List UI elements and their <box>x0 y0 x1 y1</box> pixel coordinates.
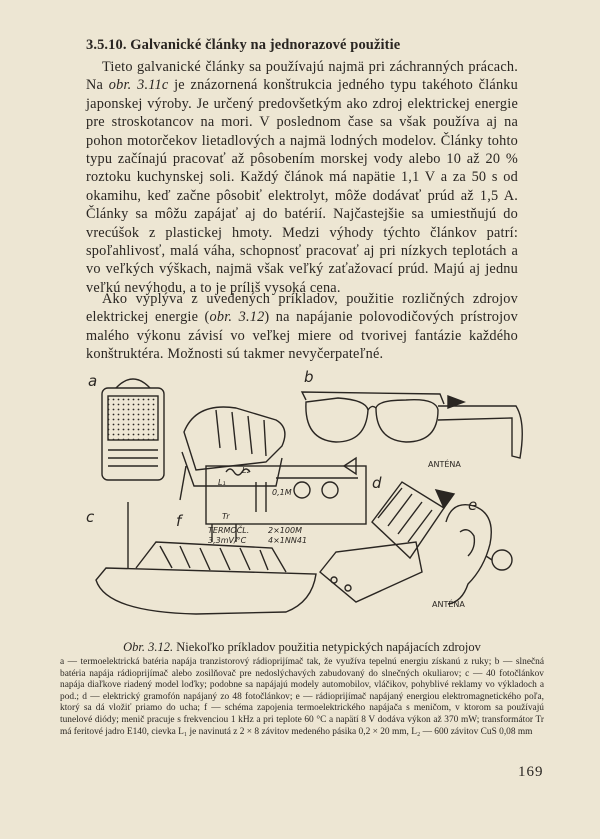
label-e: e <box>468 496 478 514</box>
diodes-type: 4×1NN41 <box>268 536 308 545</box>
figure-reference: obr. 3.12 <box>209 309 265 326</box>
paragraph-1-text-b: je znázornená konštrukcia jedného typu takéhoto článku japonskej výroby. Je určený predovšetkým ako zdroj elektrickej energie pre stroskotancov na mori. V poslednom čase sa však používa aj na pohon motorčekov lietadlových a najmä lodných modelov. Články tohto typu začínajú pracovať až pôsobením morskej vody alebo 10 až 20 % roztoku kuchynskej soli. Každý článok má napätie 1,1 V a za 50 s od okamihu, keď začne pôsobiť elektrolyt, môže dodávať prúd až 1,5 A. Články sa môžu zapájať aj do batérií. Najčastejšie sa umiestňujú do vrecúšok z plastickej hmoty. Medzi výhody týchto článkov patrí: spoľahlivosť, malá váha, schopnosť pracovať aj pri nízkych teplotách a vo veľkých výškach, najmä však veľký zaťažovací prúd. Majú aj jednu veľkú nevýhodu, a to je príliš vysoká cena. <box>86 77 518 296</box>
paragraph-1-text-a: Tieto galvanické články sa používajú najmä pri záchranných prácach. Na <box>86 59 518 94</box>
record-player-drawing <box>320 482 444 602</box>
diodes-label: 2×100M <box>268 526 302 535</box>
radio-drawing <box>102 379 164 480</box>
paragraph-2-text-a: Ako vyplýva z uvedených príkladov, použitie rozličných zdrojov elektrickej energie ( <box>86 291 518 326</box>
label-b: b <box>304 368 314 386</box>
label-d: d <box>372 474 382 492</box>
thermocouple-value: 3,3mV/°C <box>208 536 247 545</box>
figure-caption-title <box>86 640 518 655</box>
illustration-figure <box>76 362 536 634</box>
caption-figure-number: Obr. 3.12. <box>123 640 174 654</box>
section-heading: 3.5.10. Galvanické články na jednorazové použitie <box>86 37 401 53</box>
page-number: 169 <box>518 764 544 780</box>
paragraph-2-text-b: ) na napájanie polovodičových prístrojov malého výkonu závisí vo veľkej miere od tvorivej fantázie každého konštruktéra. Možnosti sú takmer nevyčerpateľné. <box>86 309 519 363</box>
transformer-label: Tr <box>222 512 230 521</box>
label-f: f <box>176 512 182 530</box>
thermocouple-label: TERMOČL. <box>208 526 250 535</box>
capacitor-label: 0,1M <box>272 488 292 497</box>
coil-l2-label: L₂ <box>242 466 250 475</box>
label-c: c <box>86 508 95 526</box>
antenna-label: ANTÉNA <box>428 460 461 469</box>
ear-drawing <box>446 505 512 604</box>
coil-l1-label: L₁ <box>218 478 226 487</box>
hand-drawing <box>180 407 285 500</box>
paragraph-2 <box>86 290 518 364</box>
caption-title-text: Niekoľko príkladov použitia netypických napájacích zdrojov <box>173 640 481 654</box>
figure-drawing <box>76 362 536 634</box>
label-a: a <box>88 372 98 390</box>
antenna-label: ANTÉNA <box>432 600 465 609</box>
paragraph-1 <box>86 58 518 297</box>
glasses-drawing <box>302 392 522 458</box>
figure-caption-body: a — termoelektrická batéria napája tranzistorový rádioprijímač tak, že využíva tepelnú energiu získanú z ruky; b — slnečná batéria napája rádioprijímač alebo zosilňovač pre nedoslýchavých zabudovaný do slnečných okuliarov; c — 40 fotočlánkov napája diaľkove riadený model loďky; podobne sa napájajú modely automobilov, vláčikov, pohyblivé reklamy vo výkladoch a pod.; d — elektrický gramofón napájaný zo 48 fotočlánkov; e — rádioprijímač napájaný energiou elektromagnetického poľa, ktorý sa dá vložiť priamo do ucha; f — schéma zapojenia termoelektrického napájača s meničom, v ktorom sa používajú tunelové diódy; menič pracuje s frekvenciou 1 kHz a pri teplote 60 °C a napätí 8 V dodáva výkon až 370 mW; transformátor Tr má feritové jadro E140, cievka L₁ je navinutá z 2 × 8 závitov medeného pásika 0,2 × 20 mm, L₂ — 600 závitov CuS 0,08 mm <box>60 657 544 737</box>
figure-reference: obr. 3.11c <box>108 77 169 94</box>
